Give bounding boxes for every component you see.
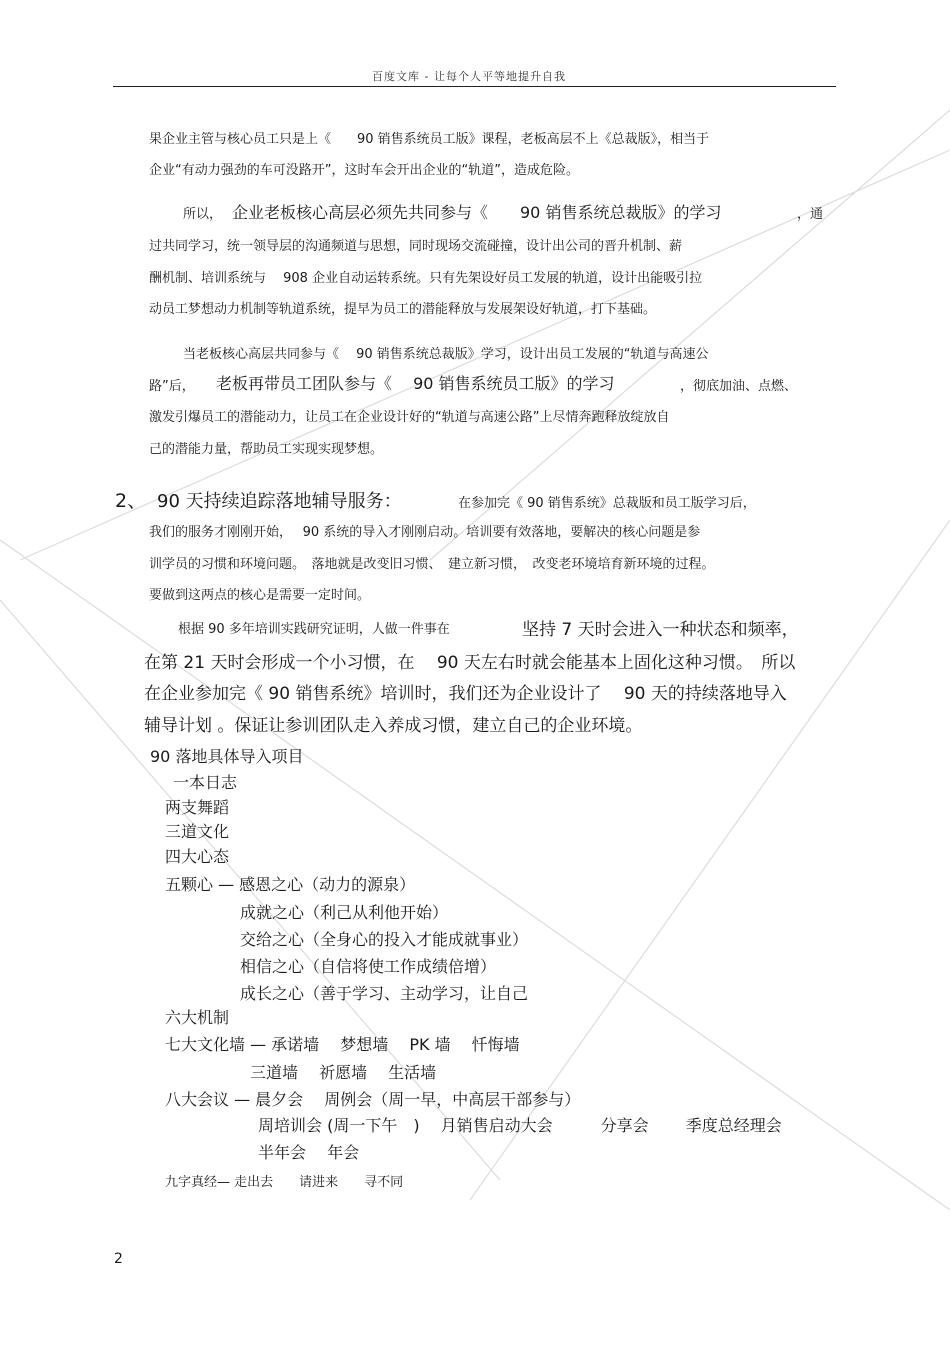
section2-title: 90 天持续追踪落地辅导服务： <box>157 491 402 512</box>
list-item: 一本日志 <box>173 773 238 792</box>
list-item: 五颗心 — 感恩之心（动力的源泉） <box>165 875 416 894</box>
list-item: 八大会议 — 晨夕会 周例会（周一早，中高层干部参与） <box>165 1090 581 1109</box>
list-item: 四大心态 <box>165 847 230 866</box>
list-subitem: 周培训会 (周一下午 ) 月销售启动大会 分享会 季度总经理会 <box>258 1116 782 1135</box>
para2-line1-tail: ，通 <box>797 207 824 222</box>
para2-line1-emphasis: 企业老板核心高层必须先共同参与《 90 销售系统总裁版》的学习 <box>232 203 722 222</box>
para2-line2: 过共同学习，统一领导层的沟通频道与思想，同时现场交流碰撞，设计出公司的晋升机制、薪 <box>149 239 683 254</box>
section2-number: 2、 <box>115 490 147 512</box>
para4-line2: 在第 21 天时会形成一个小习惯，在 90 天左右时就会能基本上固化这种习惯。 所以 <box>144 653 796 673</box>
list-subitem: 相信之心（自信将使工作成绩倍增） <box>240 957 497 976</box>
para3-line2-emphasis: 老板再带员工团队参与《 90 销售系统员工版》的学习 <box>216 374 615 393</box>
page-number: 2 <box>114 1251 123 1267</box>
list-subitem: 三道墙 祈愿墙 生活墙 <box>250 1063 437 1082</box>
section2-line2: 我们的服务才刚刚开始， 90 系统的导入才刚刚启动。培训要有效落地，要解决的核心问题是参 <box>149 525 701 540</box>
list-item: 六大机制 <box>165 1008 230 1027</box>
list-item: 七大文化墙 — 承诺墙 梦想墙 PK 墙 忏悔墙 <box>165 1035 520 1054</box>
para3-line4: 己的潜能力量，帮助员工实现实现梦想。 <box>149 442 384 457</box>
para1-line2: 企业“有动力强劲的车可没路开”，这时车会开出企业的“轨道”，造成危险。 <box>149 163 579 178</box>
page-header: 百度文库 - 让每个人平等地提升自我 <box>372 70 566 83</box>
section2-line1: 在参加完《 90 销售系统》总裁版和员工版学习后， <box>458 496 756 511</box>
list-subitem: 半年会 年会 <box>258 1143 360 1162</box>
para3-line3: 激发引爆员工的潜能动力，让员工在企业设计好的“轨道与高速公路”上尽情奔跑释放绽放自 <box>149 410 670 425</box>
list-subitem: 交给之心（全身心的投入才能成就事业） <box>240 930 529 949</box>
para3-line1: 当老板核心高层共同参与《 90 销售系统总裁版》学习，设计出员工发展的“轨道与高速公 <box>183 347 709 362</box>
list-item: 九字真经— 走出去 请进来 寻不同 <box>165 1175 404 1190</box>
list-item: 两支舞蹈 <box>165 798 230 817</box>
para3-line2-lead: 路”后， <box>149 379 195 394</box>
para2-line4: 动员工梦想动力机制等轨道系统，提早为员工的潜能释放与发展架设好轨道，打下基础。 <box>149 302 657 317</box>
para3-line2-tail: ，彻底加油、点燃、 <box>680 379 798 394</box>
para1-line1: 果企业主管与核心员工只是上《 90 销售系统员工版》课程，老板高层不上《总裁版》，相当于 <box>149 132 710 147</box>
para2-line1-lead: 所以， <box>183 207 223 222</box>
para4-line1-emphasis: 坚持 7 天时会进入一种状态和频率， <box>522 620 799 640</box>
para4-line4: 辅导计划 。保证让参训团队走入养成习惯，建立自己的企业环境。 <box>144 716 643 736</box>
para2-line3: 酬机制、培训系统与 908 企业自动运转系统。只有先架设好员工发展的轨道，设计出能吸引拉 <box>149 271 703 286</box>
section2-line4: 要做到这两点的核心是需要一定时间。 <box>149 588 371 603</box>
list-item: 三道文化 <box>165 822 230 841</box>
header-rule <box>113 86 836 87</box>
project-list-title: 90 落地具体导入项目 <box>150 747 304 766</box>
para4-line1-lead: 根据 90 多年培训实践研究证明，人做一件事在 <box>178 622 450 637</box>
list-subitem: 成长之心（善于学习、主动学习，让自己 <box>240 984 529 1003</box>
para4-line3: 在企业参加完《 90 销售系统》培训时，我们还为企业设计了 90 天的持续落地导入 <box>144 684 787 704</box>
section2-line3: 训学员的习惯和环境问题。 落地就是改变旧习惯、 建立新习惯， 改变老环境培育新环境的过程。 <box>149 557 715 572</box>
list-subitem: 成就之心（利己从利他开始） <box>240 903 449 922</box>
